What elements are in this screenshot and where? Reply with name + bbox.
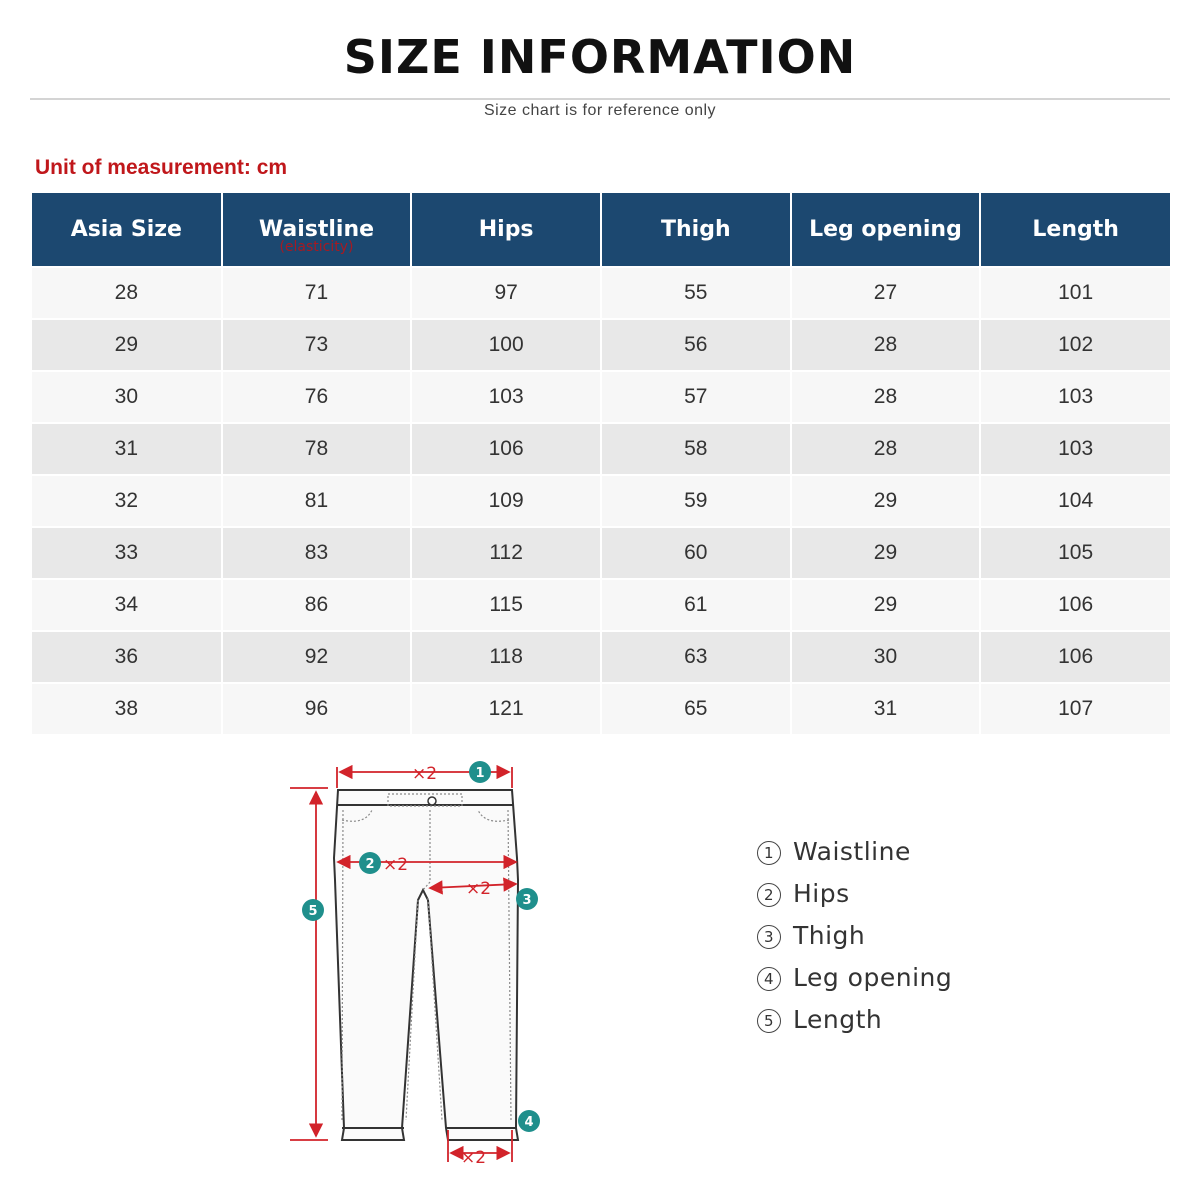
table-cell: 83: [222, 527, 412, 579]
table-cell: 58: [601, 423, 791, 475]
table-cell: 115: [411, 579, 601, 631]
table-cell: 118: [411, 631, 601, 683]
pants-outline-icon: [334, 790, 518, 1140]
title-divider: [30, 98, 1170, 100]
table-row: [32, 319, 1170, 371]
table-cell: 104: [980, 475, 1170, 527]
marker-1: 1: [475, 766, 485, 781]
table-cell: 32: [32, 475, 222, 527]
legend-number: 3: [757, 925, 781, 949]
legend-label: Hips: [793, 878, 850, 908]
table-cell: 78: [222, 423, 412, 475]
table-cell: 71: [222, 267, 412, 319]
legend-label: Thigh: [793, 920, 866, 950]
table-cell: 29: [791, 527, 981, 579]
table-row: [32, 423, 1170, 475]
table-cell: 106: [411, 423, 601, 475]
table-cell: 103: [411, 371, 601, 423]
table-row: [32, 631, 1170, 683]
legend-item-leg-opening: [757, 956, 952, 998]
table-cell: 102: [980, 319, 1170, 371]
col-waistline: Waistline (elasticity): [222, 193, 412, 267]
table-cell: 57: [601, 371, 791, 423]
reference-note: Size chart is for reference only: [483, 102, 717, 119]
table-cell: 34: [32, 579, 222, 631]
table-row: [32, 371, 1170, 423]
legend-label: Leg opening: [793, 962, 953, 992]
table-cell: 28: [32, 267, 222, 319]
waistline-elasticity-note: (elasticity): [279, 239, 354, 255]
table-cell: 86: [222, 579, 412, 631]
table-cell: 61: [601, 579, 791, 631]
table-cell: 106: [980, 579, 1170, 631]
col-thigh: Thigh: [601, 193, 791, 267]
marker-2: 2: [365, 857, 375, 872]
table-cell: 101: [980, 267, 1170, 319]
table-cell: 56: [601, 319, 791, 371]
unit-label: Unit of measurement: cm: [35, 156, 288, 179]
table-cell: 76: [222, 371, 412, 423]
table-cell: 81: [222, 475, 412, 527]
table-cell: 28: [791, 319, 981, 371]
table-cell: 29: [32, 319, 222, 371]
table-cell: 31: [791, 683, 981, 734]
legend-number: 5: [757, 1009, 781, 1033]
table-cell: 60: [601, 527, 791, 579]
table-cell: 30: [32, 371, 222, 423]
legend-label: Waistline: [793, 836, 911, 866]
legend-item-length: [757, 998, 952, 1040]
legend-label: Length: [793, 1004, 883, 1034]
legend-number: 1: [757, 841, 781, 865]
measurement-legend: [757, 830, 952, 1040]
table-header-row: [32, 193, 1170, 267]
table-cell: 107: [980, 683, 1170, 734]
table-cell: 112: [411, 527, 601, 579]
table-cell: 31: [32, 423, 222, 475]
table-cell: 92: [222, 631, 412, 683]
col-asia-size: Asia Size: [32, 193, 222, 267]
table-cell: 29: [791, 579, 981, 631]
table-row: [32, 475, 1170, 527]
table-row: [32, 267, 1170, 319]
table-cell: 55: [601, 267, 791, 319]
hips-multiplier: ×2: [383, 855, 409, 875]
legend-item-hips: [757, 872, 952, 914]
table-cell: 103: [980, 371, 1170, 423]
table-cell: 27: [791, 267, 981, 319]
table-cell: 121: [411, 683, 601, 734]
table-cell: 29: [791, 475, 981, 527]
col-leg-opening: Leg opening: [791, 193, 981, 267]
table-cell: 28: [791, 423, 981, 475]
marker-5: 5: [308, 904, 318, 919]
leg-multiplier: ×2: [461, 1148, 487, 1168]
table-cell: 28: [791, 371, 981, 423]
table-cell: 65: [601, 683, 791, 734]
table-cell: 106: [980, 631, 1170, 683]
table-row: [32, 579, 1170, 631]
legend-item-thigh: [757, 914, 952, 956]
table-cell: 33: [32, 527, 222, 579]
table-row: [32, 527, 1170, 579]
table-cell: 63: [601, 631, 791, 683]
page-title: SIZE INFORMATION: [343, 30, 857, 84]
col-hips: Hips: [411, 193, 601, 267]
table-cell: 109: [411, 475, 601, 527]
legend-number: 2: [757, 883, 781, 907]
table-cell: 100: [411, 319, 601, 371]
legend-item-waistline: [757, 830, 952, 872]
waist-multiplier: ×2: [412, 764, 438, 784]
table-row: [32, 683, 1170, 734]
table-cell: 73: [222, 319, 412, 371]
table-cell: 103: [980, 423, 1170, 475]
marker-4: 4: [524, 1115, 534, 1130]
pants-diagram: [280, 750, 560, 1170]
thigh-multiplier: ×2: [466, 879, 492, 899]
table-cell: 30: [791, 631, 981, 683]
size-table: [32, 193, 1170, 734]
table-cell: 36: [32, 631, 222, 683]
table-cell: 38: [32, 683, 222, 734]
table-cell: 59: [601, 475, 791, 527]
table-cell: 105: [980, 527, 1170, 579]
marker-3: 3: [522, 893, 532, 908]
table-cell: 97: [411, 267, 601, 319]
legend-number: 4: [757, 967, 781, 991]
col-length: Length: [980, 193, 1170, 267]
table-cell: 96: [222, 683, 412, 734]
